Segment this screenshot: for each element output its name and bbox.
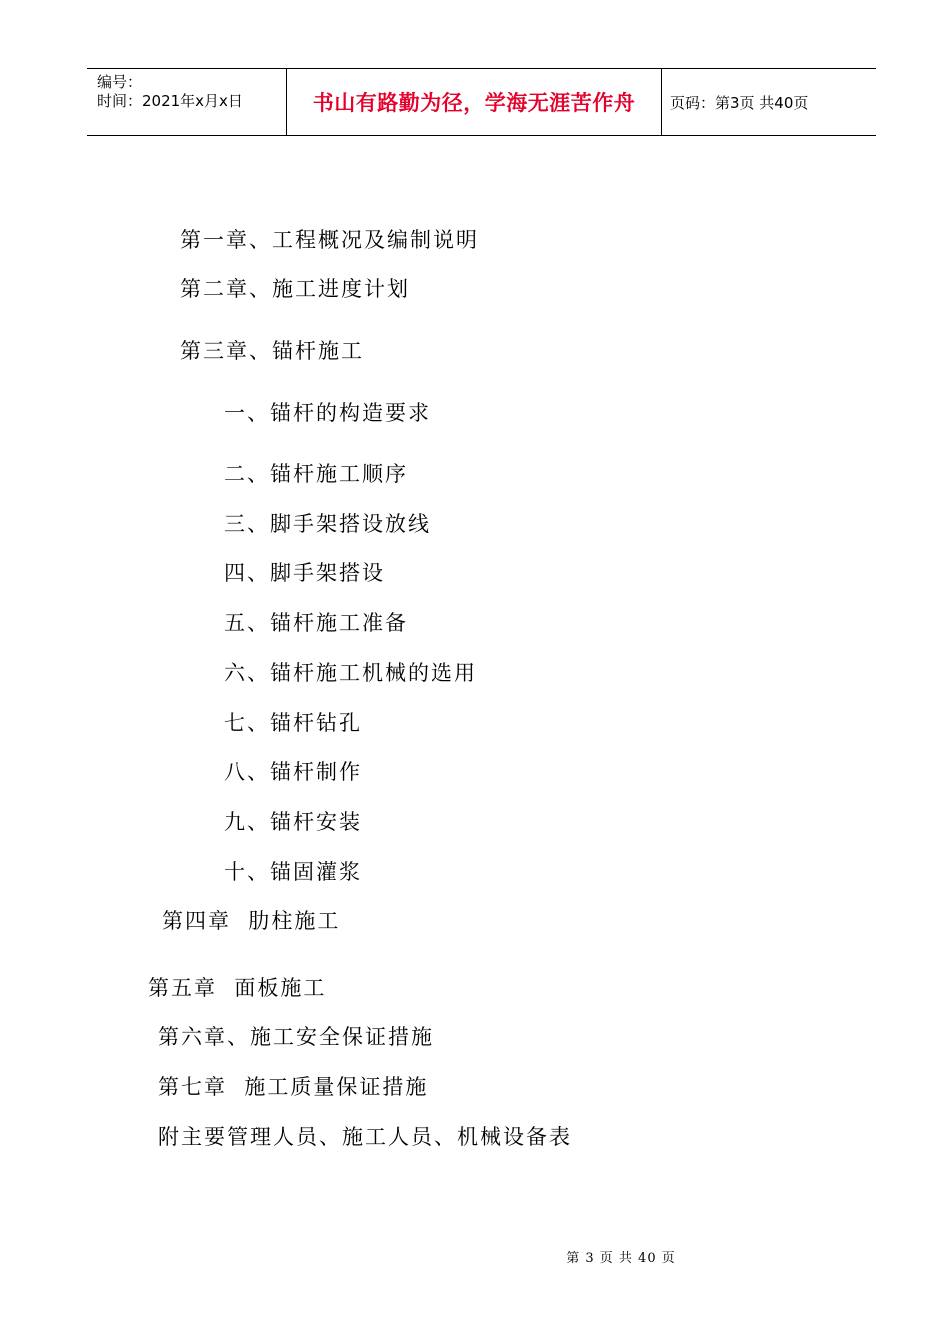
toc-item: 七、锚杆钻孔 bbox=[224, 711, 362, 735]
toc-item: 五、锚杆施工准备 bbox=[224, 611, 408, 635]
toc-item: 十、锚固灌浆 bbox=[224, 860, 362, 884]
toc-item: 三、脚手架搭设放线 bbox=[224, 512, 431, 536]
toc-item: 第五章 面板施工 bbox=[148, 976, 327, 1000]
toc-item: 第六章、施工安全保证措施 bbox=[158, 1025, 434, 1049]
page-info: 页码：第3页 共40页 bbox=[670, 93, 809, 112]
toc-item: 四、脚手架搭设 bbox=[224, 561, 385, 585]
toc-item: 第二章、施工进度计划 bbox=[180, 277, 410, 301]
time-label: 时间：2021年x月x日 bbox=[97, 92, 243, 110]
toc-item: 六、锚杆施工机械的选用 bbox=[224, 661, 477, 685]
page-footer bbox=[0, 1247, 950, 1266]
toc-item: 一、锚杆的构造要求 bbox=[224, 401, 431, 425]
toc-item: 附主要管理人员、施工人员、机械设备表 bbox=[158, 1125, 572, 1149]
toc-item: 第七章 施工质量保证措施 bbox=[158, 1075, 429, 1099]
motto-text: 书山有路勤为径，学海无涯苦作舟 bbox=[312, 91, 636, 115]
number-label: 编号： bbox=[97, 73, 143, 91]
header-right-cell bbox=[662, 69, 876, 135]
toc-item: 第一章、工程概况及编制说明 bbox=[180, 228, 479, 252]
header-left-cell bbox=[87, 69, 287, 135]
toc-item: 二、锚杆施工顺序 bbox=[224, 462, 408, 486]
footer-page-number: 第 3 页 共 40 页 bbox=[566, 1251, 676, 1266]
toc-item: 九、锚杆安装 bbox=[224, 810, 362, 834]
page-header bbox=[87, 68, 876, 136]
toc-item: 第三章、锚杆施工 bbox=[180, 339, 364, 363]
toc-item: 第四章 肋柱施工 bbox=[162, 909, 341, 933]
header-middle-cell bbox=[287, 69, 662, 135]
toc-item: 八、锚杆制作 bbox=[224, 760, 362, 784]
